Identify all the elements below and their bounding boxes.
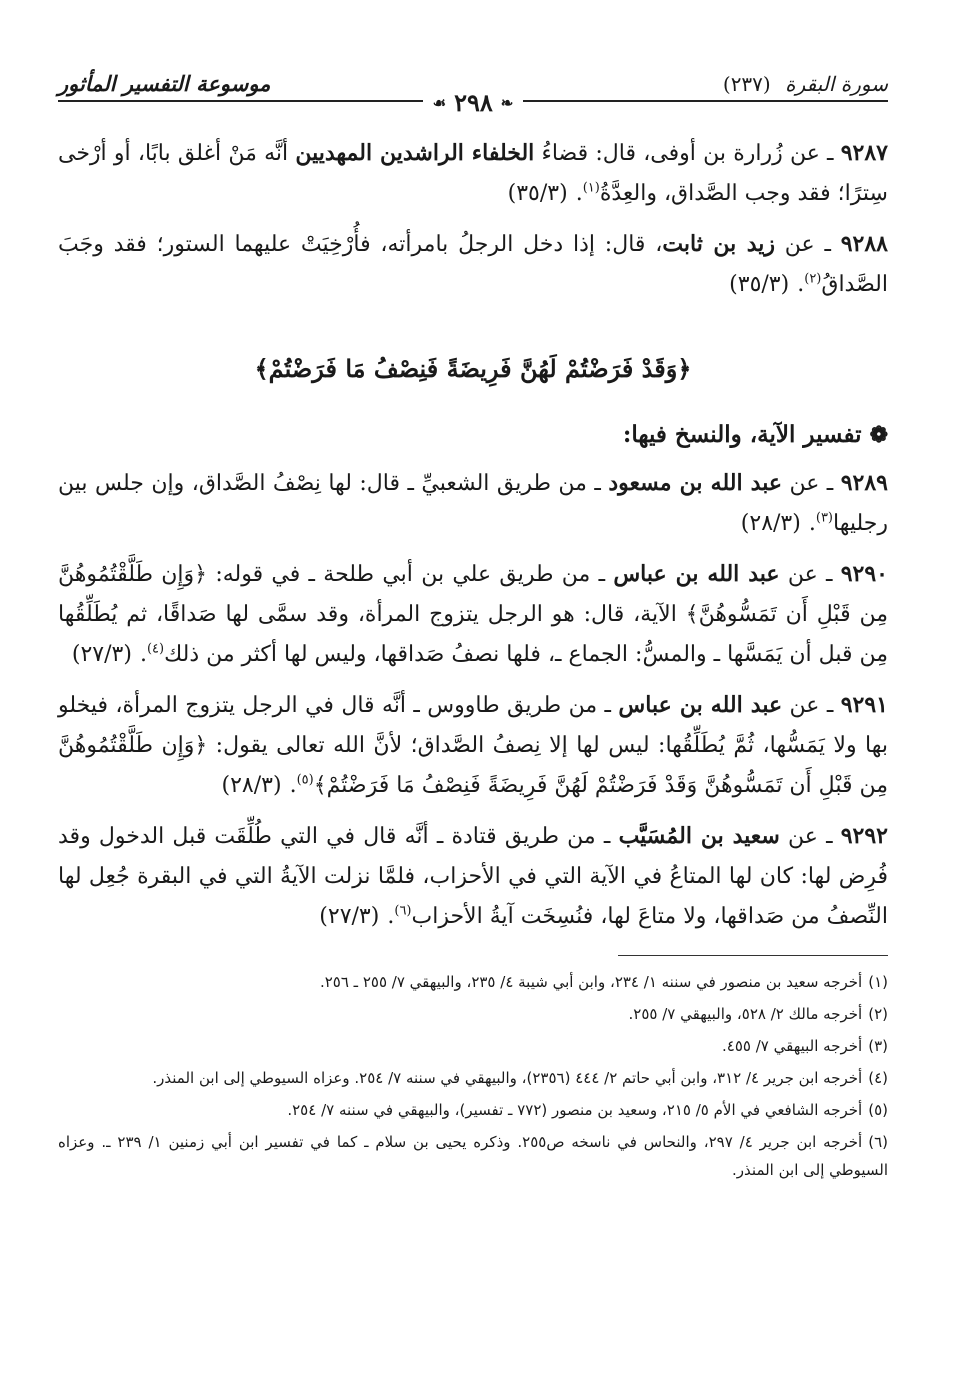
footnote-number: (٤) bbox=[868, 1069, 888, 1087]
verse-reference: (٢٣٧) bbox=[722, 72, 771, 96]
narration-end: . bbox=[289, 773, 297, 798]
narration-end: . bbox=[387, 904, 395, 929]
narration-entry bbox=[58, 816, 888, 937]
narration-number: ٩٢٨٧ bbox=[840, 140, 888, 166]
narrator-name: عبد الله بن مسعود bbox=[608, 470, 782, 496]
footnote-divider bbox=[618, 955, 888, 956]
narration-text: ـ من طريق علي بن أبي طلحة ـ في قوله: ﴿وَإِن طَلَّقْتُمُوهُنَّ مِن قَبْلِ أَن تَمَسُّوهُنَّ﴾ الآية، قال: هو الرجل يتزوج المرأة، وقد سمَّى لها صَداقًا، ثم يُطَلِّقُها مِن قبل أن يَمَسَّها ـ والمسُّ: الجماع ـ، فلها نصفُ صَداقها، وليس لها أكثر من ذلك bbox=[58, 562, 888, 667]
footnote-number: (١) bbox=[868, 973, 888, 991]
narration-number: ٩٢٨٨ bbox=[840, 231, 888, 257]
narrator-name: سعيد بن المُسَيَّب bbox=[618, 823, 780, 849]
narration-text: ـ من طريق قتادة ـ أنَّه قال في التي طُلِّقَت قبل الدخول وقد فُرِض لها: كان لها المتاعُ في الآية التي في الأحزاب، فلمَّا نزلت الآيةُ التي في البقرة جُعِل لها النِّصفُ من صَداقها، ولا متاعَ لها، فنُسِخَت آيةُ الأحزاب bbox=[58, 824, 888, 929]
narrator-name: عبد الله بن عباس bbox=[613, 561, 780, 587]
narration-entry bbox=[58, 224, 888, 305]
volume-page-reference: (٢٨/٣) bbox=[221, 773, 282, 798]
footnote-item bbox=[58, 968, 888, 996]
narration-end: . bbox=[575, 181, 583, 206]
footnote-item bbox=[58, 1032, 888, 1060]
book-title: موسوعة التفسير المأثور bbox=[58, 71, 271, 96]
narration-text: ، قال: إذا دخل الرجلُ بامرأته، فأُرْخِيَتْ عليهما الستور؛ فقد وجَبَ الصَّداقُ bbox=[58, 232, 888, 297]
footnote-number: (٦) bbox=[868, 1133, 888, 1151]
narration-number: ٩٢٨٩ bbox=[840, 470, 888, 496]
footnote-text: أخرجه البيهقي ٧/ ٤٥٥. bbox=[722, 1037, 863, 1055]
volume-page-reference: (٢٧/٣) bbox=[319, 904, 380, 929]
narration-end: . bbox=[797, 272, 805, 297]
footnote-text: أخرجه الشافعي في الأم ٥/ ٢١٥، وسعيد بن منصور (٧٧٢ ـ تفسير)، والبيهقي في سننه ٧/ ٢٥٤. bbox=[287, 1101, 863, 1119]
quran-verse: ﴿وَقَدْ فَرَضْتُمْ لَهُنَّ فَرِيضَةً فَنِصْفُ مَا فَرَضْتُمْ﴾ bbox=[254, 354, 692, 383]
main-text bbox=[58, 133, 888, 937]
volume-page-reference: (٣٥/٣) bbox=[729, 272, 790, 297]
footnote-text: أخرجه سعيد بن منصور في سننه ١/ ٢٣٤، وابن أبي شيبة ٤/ ٢٣٥، والبيهقي ٧/ ٢٥٥ ـ ٢٥٦. bbox=[319, 973, 863, 991]
footnote-number: (٢) bbox=[868, 1005, 888, 1023]
volume-page-reference: (٢٨/٣) bbox=[740, 511, 801, 536]
entries-after bbox=[58, 463, 888, 937]
narration-number: ٩٢٩٢ bbox=[840, 823, 888, 849]
narration-intro: ـ عن bbox=[782, 693, 841, 718]
narrator-name: الخلفاء الراشدين المهديين bbox=[295, 140, 535, 166]
narration-text: ـ من طريق الشعبيِّ ـ قال: لها نِصْفُ الصَّداق، وإن جلس بين رجليها bbox=[58, 471, 888, 536]
ornament-icon: ☙ bbox=[432, 93, 447, 112]
narration-entry bbox=[58, 133, 888, 214]
narration-entry bbox=[58, 554, 888, 675]
footnote-text: أخرجه ابن جرير ٤/ ٣١٢، وابن أبي حاتم ٢/ ٤٤٤ (٢٣٥٦)، والبيهقي في سننه ٧/ ٢٥٤. وعزاه السيوطي إلى ابن المنذر. bbox=[152, 1069, 863, 1087]
footnote-marker: (٢) bbox=[804, 271, 822, 287]
footnote-item bbox=[58, 1128, 888, 1184]
narration-end: . bbox=[808, 511, 816, 536]
footnote-item bbox=[58, 1000, 888, 1028]
narration-intro: ـ عن زُرارة بن أوفى، قال: قضاءُ bbox=[534, 141, 841, 166]
surah-label bbox=[723, 72, 888, 96]
footnote-item bbox=[58, 1064, 888, 1092]
narration-entry bbox=[58, 685, 888, 806]
narrator-name: عبد الله بن عباس bbox=[618, 692, 783, 718]
narration-text: أنَّه مَنْ أغلق بابًا، أو أرْخى سِترًا؛ فقد وجب الصَّداق، والعِدَّةُ bbox=[58, 141, 888, 206]
footnote-item bbox=[58, 1096, 888, 1124]
flower-ornament-icon: ❁ bbox=[869, 422, 888, 448]
narration-entry bbox=[58, 463, 888, 544]
footnote-text: أخرجه مالك ٢/ ٥٢٨، والبيهقي ٧/ ٢٥٥. bbox=[628, 1005, 863, 1023]
footnote-marker: (٤) bbox=[146, 641, 165, 657]
footnote-marker: (١) bbox=[582, 180, 600, 196]
narration-intro: ـ عن bbox=[779, 824, 841, 849]
entries-before bbox=[58, 133, 888, 305]
narration-intro: ـ عن bbox=[775, 232, 841, 257]
page-number bbox=[423, 88, 524, 117]
volume-page-reference: (٢٧/٣) bbox=[71, 642, 132, 667]
volume-page-reference: (٣٥/٣) bbox=[507, 181, 568, 206]
section-heading bbox=[58, 415, 888, 455]
narration-number: ٩٢٩١ bbox=[840, 692, 888, 718]
footnote-text: أخرجه ابن جرير ٤/ ٢٩٧، والنحاس في ناسخه ص٢٥٥. وذكره يحيى بن سلام ـ كما في تفسير ابن أبي زمنين ١/ ٢٣٩ ـ. وعزاه السيوطي إلى ابن المنذر. bbox=[58, 1133, 888, 1179]
narration-number: ٩٢٩٠ bbox=[840, 561, 888, 587]
footnote-marker: (٣) bbox=[815, 510, 833, 526]
ornament-icon: ❧ bbox=[500, 93, 514, 112]
narration-intro: ـ عن bbox=[782, 471, 841, 496]
footnote-marker: (٥) bbox=[296, 772, 314, 788]
surah-name: سورة البقرة bbox=[785, 72, 888, 96]
page-number-text: ٢٩٨ bbox=[454, 88, 493, 117]
section-title: تفسير الآية، والنسخ فيها: bbox=[622, 421, 862, 448]
footnote-number: (٣) bbox=[868, 1037, 888, 1055]
footnote-marker: (٦) bbox=[394, 903, 412, 919]
narration-end: . bbox=[139, 642, 147, 667]
page bbox=[58, 52, 888, 1188]
footnotes bbox=[58, 968, 888, 1184]
footnote-number: (٥) bbox=[868, 1101, 888, 1119]
narrator-name: زيد بن ثابت bbox=[662, 231, 775, 257]
narration-intro: ـ عن bbox=[779, 562, 841, 587]
narration-text: ـ من طريق طاووس ـ أنَّه قال في الرجل يتزوج المرأة، فيخلو بها ولا يَمَسُّها، ثُمَّ يُطَلِّقُها: ليس لها إلا نِصفُ الصَّداق؛ لأنَّ الله تعالى يقول: ﴿وَإِن طَلَّقْتُمُوهُنَّ مِن قَبْلِ أَن تَمَسُّوهُنَّ وَقَدْ فَرَضْتُمْ لَهُنَّ فَرِيضَةً فَنِصْفُ مَا فَرَضْتُمْ﴾ bbox=[58, 693, 888, 798]
